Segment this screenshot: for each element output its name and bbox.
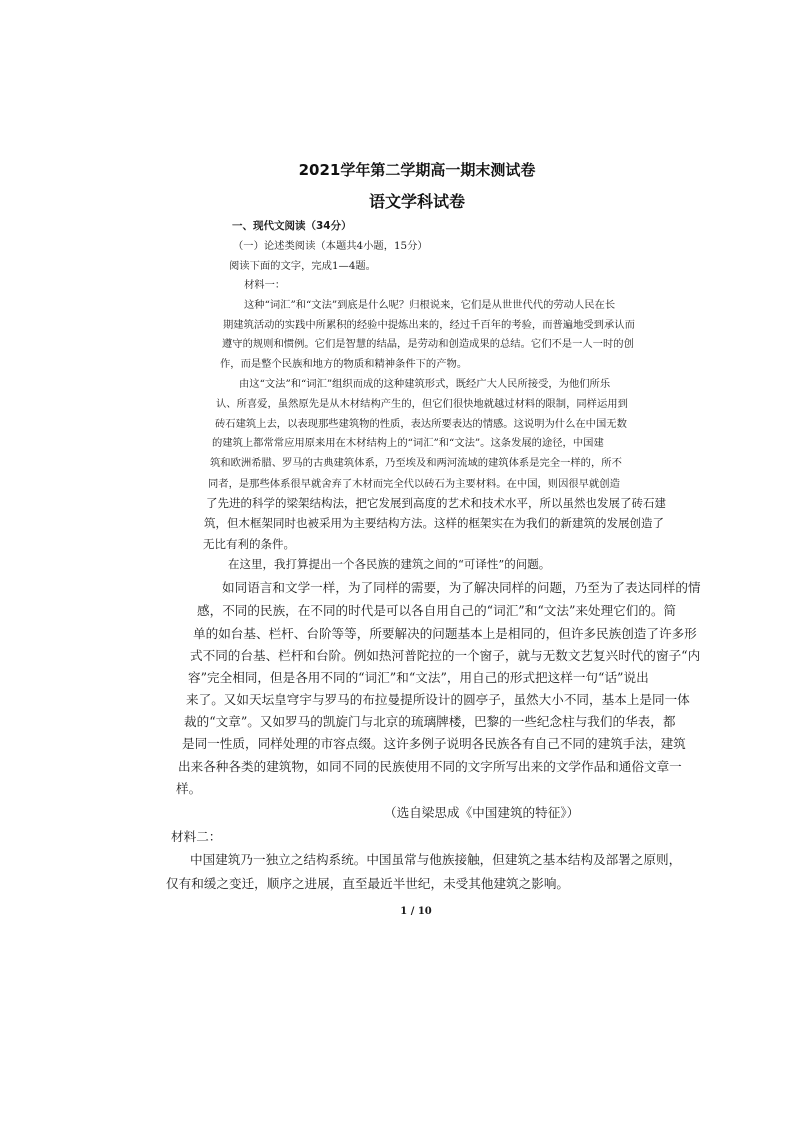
- text-line: 裁的“文章”。又如罗马的凯旋门与北京的琉璃牌楼，巴黎的一些纪念柱与我们的华表，都: [184, 714, 676, 729]
- text-line: 式不同的台基、栏杆和台阶。例如热河普陀拉的一个窗子，就与无数文艺复兴时代的窗子“内: [190, 648, 701, 663]
- exam-title: 2021学年第二学期高一期末测试卷: [298, 161, 536, 179]
- section-heading: 一、现代文阅读（34分）: [232, 220, 352, 232]
- text-line: 单的如台基、栏杆、台阶等等，所要解决的问题基本上是相同的，但许多民族创造了许多形: [193, 626, 697, 641]
- text-line: 样。: [176, 781, 202, 796]
- text-line: 是同一性质，同样处理的市容点缀。这许多例子说明各民族各有自己不同的建筑手法，建筑: [182, 736, 686, 751]
- text-line: 认、所喜爱，虽然原先是从木材结构产生的，但它们很快地就越过材料的限制，同样运用到: [216, 398, 628, 410]
- text-line: 仅有和缓之变迁，顺序之进展，直至最近半世纪，未受其他建筑之影响。: [166, 876, 569, 891]
- text-line: 无比有利的条件。: [203, 537, 295, 551]
- text-line: 如同语言和文学一样，为了同样的需要，为了解决同样的问题，乃至为了表达同样的情: [222, 580, 701, 595]
- text-line: 同者，是那些体系很早就舍弃了木材而完全代以砖石为主要材料。在中国，则因很早就创造: [208, 478, 620, 490]
- material2-label: 材料二：: [171, 829, 222, 844]
- page-number: 1 / 10: [400, 906, 432, 917]
- text-line: 来了。又如天坛皇穹宇与罗马的布拉曼提所设计的圆亭子，虽然大小不同，基本上是同一体: [186, 692, 690, 707]
- text-line: 由这“文法”和“词汇”组织而成的这种建筑形式，既经广大人民所接受，为他们所乐: [239, 378, 611, 390]
- text-line: 的建筑上都常常应用原来用在木材结构上的“词汇”和“文法”。这条发展的途径，中国建: [212, 437, 604, 449]
- instruction-text: 阅读下面的文字，完成1—4题。: [229, 260, 376, 272]
- source-citation: （选自梁思成《中国建筑的特征》）: [384, 805, 580, 820]
- text-line: 期建筑活动的实践中所累积的经验中提炼出来的，经过千百年的考验，而普遍地受到承认而: [223, 319, 635, 331]
- text-line: 中国建筑乃一独立之结构系统。中国虽常与他族接触，但建筑之基本结构及部署之原则，: [190, 852, 682, 867]
- text-line: 作，而是整个民族和地方的物质和精神条件下的产物。: [220, 358, 468, 370]
- text-line: 感，不同的民族，在不同的时代是可以各自用自己的“词汇”和“文法”来处理它们的。简: [197, 603, 677, 618]
- text-line: 遵守的规则和惯例。它们是智慧的结晶，是劳动和创造成果的总结。它们不是一人一时的创: [222, 338, 634, 350]
- text-line: 在这里，我打算提出一个各民族的建筑之间的“可译性”的问题。: [228, 557, 551, 571]
- material1-label: 材料一：: [244, 279, 286, 291]
- text-line: 出来各种各类的建筑物，如同不同的民族使用不同的文字所写出来的文学作品和通俗文章一: [178, 759, 682, 774]
- text-line: 了先进的科学的梁架结构法，把它发展到高度的艺术和技术水平，所以虽然也发展了砖石建: [206, 496, 666, 510]
- text-line: 砖石建筑上去，以表现那些建筑物的性质，表达所要表达的情感。这说明为什么在中国无数: [215, 418, 627, 430]
- text-line: 这种“词汇”和“文法”到底是什么呢？归根说来，它们是从世世代代的劳动人民在长: [244, 299, 616, 311]
- text-line: 筑和欧洲希腊、罗马的古典建筑体系，乃至埃及和两河流域的建筑体系是完全一样的，所不: [210, 457, 622, 469]
- text-line: 筑，但木框架同时也被采用为主要结构方法。这样的框架实在为我们的新建筑的发展创造了: [204, 516, 664, 530]
- subsection-heading: （一）论述类阅读（本题共4小题，15分）: [233, 240, 428, 252]
- exam-subtitle: 语文学科试卷: [368, 192, 465, 211]
- text-line: 容”完全相同，但是各用不同的“词汇”和“文法”，用自己的形式把这样一句“话”说出: [188, 670, 649, 685]
